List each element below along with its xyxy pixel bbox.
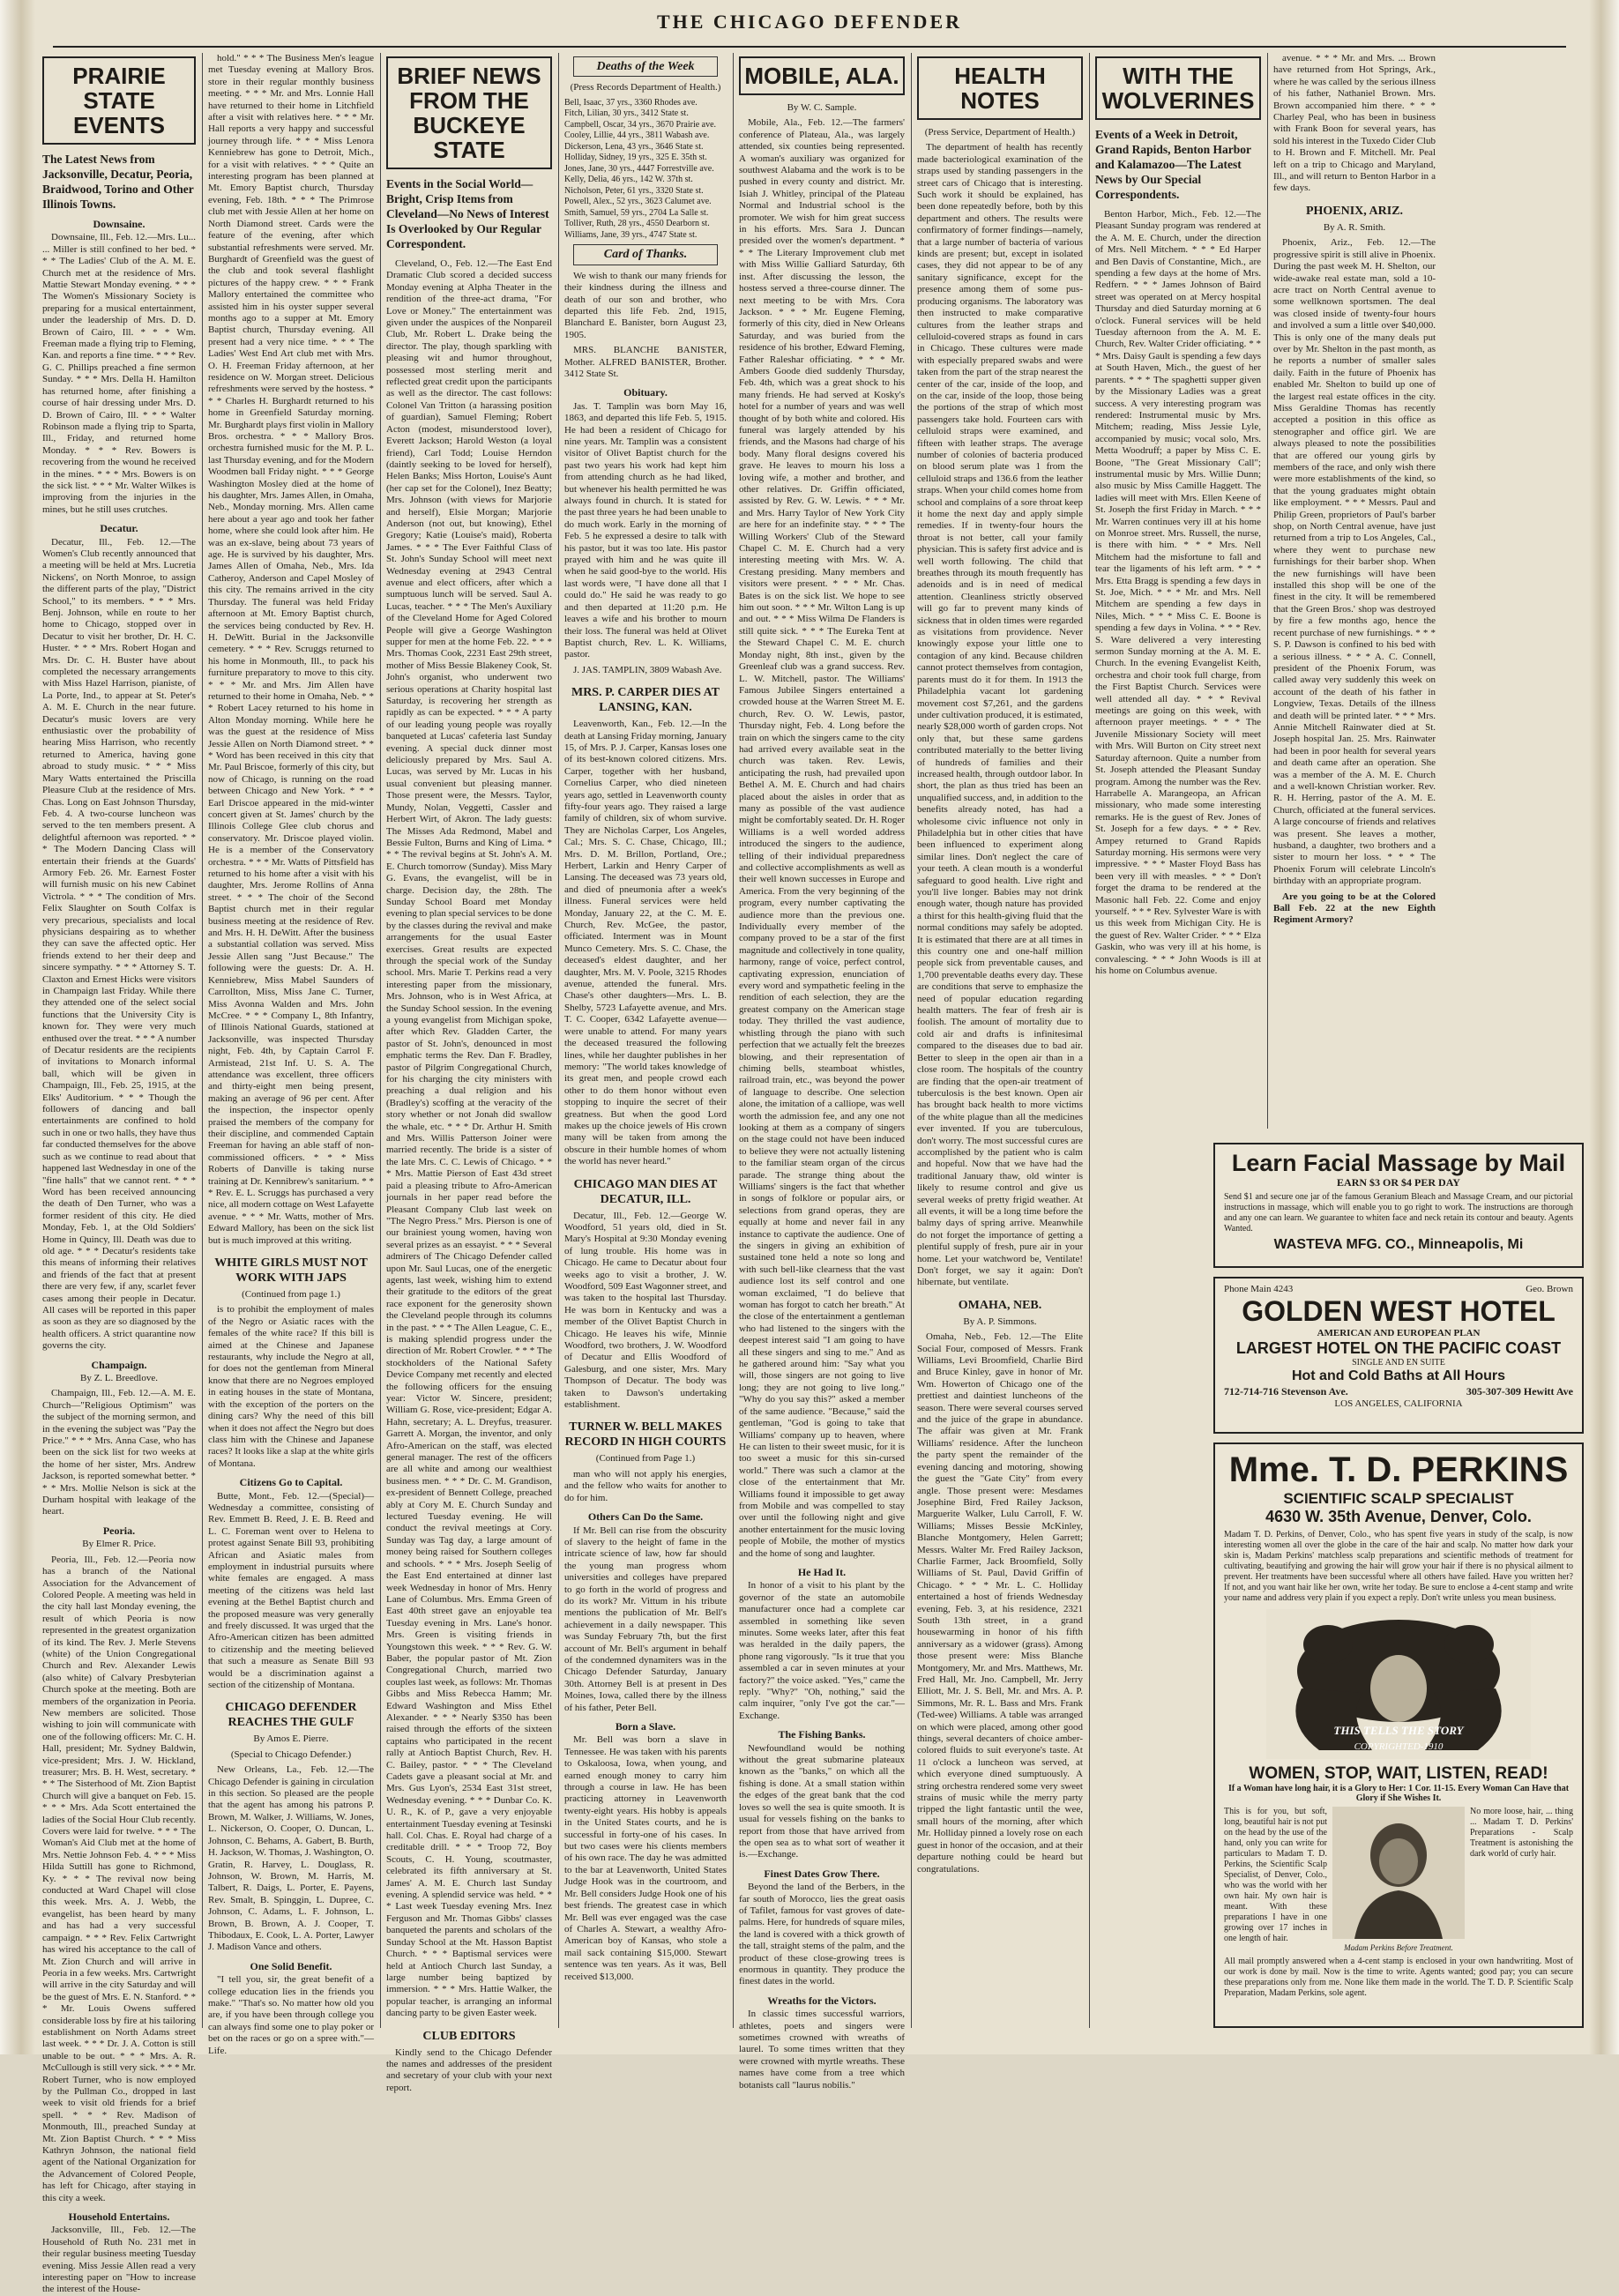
- article-text: Jacksonville, Ill., Feb. 12.—The Household of Ruth No. 231 met in their regular business meeting Tuesday evening. Miss Jessie Allen read a very interesting paper on "How to increase the interest of the House-: [42, 2225, 196, 2295]
- subhead-fishing: The Fishing Banks.: [778, 1728, 866, 1741]
- subhead-dates: Finest Dates Grow There.: [764, 1867, 880, 1880]
- dateline-downsaine: Downsaine.: [93, 218, 145, 230]
- ad-hotel-owner: Geo. Brown: [1526, 1284, 1573, 1294]
- dateline-peoria: Peoria.: [102, 1524, 136, 1537]
- ad-perkins-address: 4630 W. 35th Avenue, Denver, Colo.: [1265, 1508, 1532, 1525]
- headline-mobile: MOBILE, ALA.: [739, 56, 905, 95]
- article-text: Omaha, Neb., Feb. 12.—The Elite Social Four, composed of Messrs. Frank Williams, Levi Broomfield, Charlie Bird and Bruce Kinley, gave in honor of Mr. Wm. Howerton of Chicago one of the prettiest and daintiest luncheons of the season. There were several courses served and the juice of the grape in abundance. The affair was given at Mr. Frank Williams' residence. After the luncheon the party spent the remainder of the evening dancing and motoring, showing the guest the "Gate City" from every angle. Those present were: Mesdames Josephine Bird, Fred Railey Jackson, Marguerite Walker, Lulu Carroll, F. W. Williams; Misses Bessie McKinley, Blanche Montgomery, Helen Garrett; Messrs. Walter Mr. Fred Railey Jackson, Charlie Farmer, Jack Broomfield, Solly Williams of St. Paul, David Griffin of Chicago. * * * Mr. L. C. Holliday entertained a host of friends Wednesday evening, Feb. 3, at his residence, 2321 South 13th street, in a grand housewarming in honor of his fifth anniversary as a widower (grass). Among those present were: Miss Blanche Montgomery, Mr. and Mrs. Matthews, Mr. Fred Hall, Mr. Jno. Campbell, Mr. Jerry Elliott, Mr. J. S. Bell, Mr. and Mrs. A. P. Simmons, Mr. R. L. Bass and Mrs. Frank (Ted-wee) Williams. A table was arranged on which were placed, among other good things, several decanters of choice amber-colored fluids to suit everyone's taste. At 11 o'clock a luncheon was served, at which everyone dined sumptuously. A string orchestra rendered some very sweet strains of music while the merry party tripped the light fantastic until the wee, small hours of the morning, after which Mr. Holliday pinned a lovely rose on each guest in honor of the occasion, and at their departure nothing could be heard but congratulations.: [917, 1331, 1083, 1875]
- article-text: Champaign, Ill., Feb. 12.—A. M. E. Church—"Religious Optimism" was the subject of the morning sermon, and in the evening the subject was "Pay the Price." * * * Mrs. Anna Case, who has been on the sick list for two weeks at the home of her sister, Mrs. Andrew Jackson, is reported somewhat better. * * * Mrs. Mollie Nelson is sick at the Durham hospital with leakage of the heart.: [42, 1388, 196, 1517]
- ad-perkins-portrait-caption: Madam Perkins Before Treatment.: [1344, 1943, 1453, 1952]
- torn-left-edge: [0, 0, 35, 2054]
- ad-hotel-plan: AMERICAN AND EUROPEAN PLAN: [1317, 1328, 1481, 1338]
- column-jacksonville-cont: [203, 53, 379, 2056]
- death-entry: Nicholson, Peter, 61 yrs., 3320 State st.: [564, 185, 704, 196]
- headline-phoenix: PHOENIX, ARIZ.: [1305, 204, 1404, 218]
- ad-facial-company: WASTEVA MFG. CO., Minneapolis, Mi: [1273, 1237, 1524, 1252]
- death-entry: Williams, Jane, 39 yrs., 4747 State st.: [564, 229, 698, 240]
- death-entry: Jones, Jane, 30 yrs., 4447 Forrestville ave.: [564, 163, 714, 174]
- headline-club-editors: CLUB EDITORS: [422, 2029, 516, 2043]
- ad-facial-massage: [1213, 1143, 1584, 1268]
- deck-prairie-state: The Latest News from Jacksonville, Decatur, Peoria, Braidwood, Torino and Other Illinois Towns.: [42, 153, 194, 211]
- column-phoenix: [1268, 53, 1441, 1129]
- obituary-signature: J. JAS. TAMPLIN, 3809 Wabash Ave.: [573, 664, 722, 675]
- ad-hotel-addr2: 305-307-309 Hewitt Ave: [1466, 1385, 1573, 1398]
- death-entry: Cooley, Lillie, 44 yrs., 3811 Wabash ave.: [564, 130, 710, 141]
- article-text: Kindly send to the Chicago Defender the names and addresses of the president and secretary of your club with your next report.: [386, 2046, 552, 2093]
- continued-note: (Continued from page 1.): [242, 1289, 340, 1301]
- article-text: Phoenix, Ariz., Feb. 12.—The progressive spirit is still alive in Phoenix. During the past week M. H. Shelton, our wide-awake real estate man, sold a 10-acre tract on North Central avenue to some wellknown sportsmen. The deal was closed inside of twenty-four hours and involved a sum a little over $40,000. This is only one of the many deals put over by Mr. Shelton in the past month, as he reports a number of smaller sales daily. Faith in the future of Phoenix has enabled Mr. Shelton to build up one of the largest real estate offices in the city. Miss Geraldine Thomas has recently accepted a position in this office as stenographer and office girl. We are always pleased to note the possibilities that are offered our young girls by members of the race, and only wish there were more establishments of the kind, so that the young graduates might obtain like employment. * * * Messrs. Paul and Philip Green, proprietors of Paul's barber shop, on North Central avenue, have just returned from a trip to Los Angeles, Cal., where they went to purchase new furnishings for their barber shop. When the new furnishings will have been installed this shop will be one of the finest in the city. It will be remembered that the Green Bros.' shop was destroyed by fire a few months ago, hence the recent purchase of new furnishings. * * * S. P. Dawson is confined to his bed with a serious illness. * * * A. C. Connell, president of the Phoenix Forum, was called away very suddenly this week on account of the death of his father in Longview, Texas. Details of the illness and death will be printed later. * * * Mrs. Annie Mitchell Rainwater died at St. Joseph hospital Jan. 25. Mrs. Rainwater had been in poor health for several years and death came after an operation. She was a member of the A. M. E. Church and a well-known Christian worker. Rev. R. H. Herring, pastor of the A. M. E. Church, officiated at the funeral services. A large concourse of friends and relatives was present. She leaves a mother, husband, a daughter, two brothers and a sister to mourn her loss. * * * The Phoenix Forum will celebrate Lincoln's birthday with an appropriate program.: [1273, 237, 1436, 887]
- death-entry: Dickerson, Lena, 43 yrs., 3646 State st.: [564, 141, 704, 152]
- ball-teaser: Are you going to be at the Colored Ball Feb. 22 at the new Eighth Regiment Armory?: [1273, 891, 1436, 926]
- dateline-decatur: Decatur.: [100, 522, 138, 535]
- article-text: Benton Harbor, Mich., Feb. 12.—The Pleasant Sunday program was rendered at the A. M. E. Church, under the direction of Mrs. Nell Mitchem. * * * Ed Harper and Ben Davis of Constantine, Mich., are spending a few days at the home of Mrs. Redfern. * * * James Johnson of Baird street was operated on at Mercy hospital Thursday and died Saturday morning at 6 o'clock. Funeral services will be held Tuesday afternoon from the A. M. E. Church, Rev. Walter Crider officiating. * * * Mrs. Daisy Gault is spending a few days at South Haven, Mich., the guest of her parents. * * * The spaghetti supper given by the Missionary Ladies was a great success. A very interesting program was rendered: Instrumental music by Mrs. Mitchem; reading, Miss Jessie Lyle, accompanied by music; vocal solo, Mrs. Metta Woodruff; a paper by Miss C. E. Boone, "The Great Missionary Call"; instrumental music by Mrs. Willie Dunn; also music by Miss Camille Haggett. The ladies will meet with Mrs. Ellen Keene of St. Joseph the first Friday in March. * * * Mr. Warren continues very ill at his home on Monroe street. Mrs. Russell, the nurse, is there with him. * * * Mrs. Nell Mitchem had the misfortune to fall and tear the ligaments of his left arm. * * * Mrs. Etta Bragg is spending a few days in St. Joe, Mich. * * * Mr. and Mrs. Nell Mitchem are spending a few days in Niles, Mich. * * * Miss C. E. Boone is spending a few days in Volina. * * * Rev. S. Ware delivered a very interesting sermon Sunday morning at the A. M. E. Church. In the evening Evangelist Keith, orchestra and choir took full charge, from the First Baptist Church. Services were well attended all day. * * * Revival meetings are going on this week, with afternoon prayer meetings. * * * The Juvenile Missionary Society will meet with Mrs. Will Burton on City street next Saturday afternoon. Quite a number from St. Joseph attended the Pleasant Sunday program. Among the number was the Rev. Harrabelle A. Marangeopa, an African missionary, who made some interesting remarks. He is the guest of Rev. Jones of St. Joseph for a few days. * * * Rev. Ampey returned to Grand Rapids Saturday morning. His sermons were very impressive. * * * Master Floyd Bass has been very ill with measles. * * * Don't forget the drama to be rendered at the Masonic hall Feb. 22. Come and enjoy yourself. * * * Rev. Sylvester Ware is with us this week from Michigan City. He is the guest of Rev. Walter Crider. * * * Elza Gaskin, who was very ill at his home, is convalescing. * * * John Woods is ill at his home on Columbus avenue.: [1095, 209, 1261, 976]
- box-title-deaths: Deaths of the Week: [573, 56, 718, 77]
- ad-perkins-body: Madam T. D. Perkins, of Denver, Colo., who has spent five years in study of the scalp, is now interesting women all over the globe in the care of the hair and scalp. No matter how dark your skin is, Madam Perkins' matchless scalp preparations and scientific methods of treatment for cultivating, beautifying and growing the hair will grow your hair if there is no physical ailment to prevent. Her treatments have been successful where all others have failed. Have you written her? If not, and you want hair like her own, write her today. Be sure to enclose a 4-cent stamp and write your name and address very plain if you expect a reply. Don't write unless you mean business.: [1224, 1530, 1573, 1603]
- subhead-wreaths: Wreaths for the Victors.: [767, 1994, 877, 2007]
- byline: By Elmer R. Price.: [82, 1539, 156, 1550]
- byline: By Amos E. Pierre.: [253, 1733, 329, 1745]
- masthead: [53, 11, 1566, 48]
- death-entry: Smith, Samuel, 59 yrs., 2704 La Salle st.: [564, 207, 709, 218]
- column-wolverines: [1090, 53, 1266, 1129]
- ad-hotel-city: LOS ANGELES, CALIFORNIA: [1334, 1398, 1463, 1409]
- torn-right-edge: [1589, 0, 1619, 2054]
- box-title-card: Card of Thanks.: [573, 244, 718, 265]
- article-text: If Mr. Bell can rise from the obscurity of slavery to the height of fame in the intricate science of law, how far should the young man progress whom universities and colleges have prepared to go forth in the world of progress and do its work? Mr. Vittum in his tribute mentions the publication of Mr. Bell's achievement in a daily newspaper. This was Sunday February 7th, but the first account of Mr. Bell's argument in behalf of the condemned dynamiters was in the Chicago Defender Saturday, January 30th. Attorney Bell is at present in Des Moines, Iowa, called there by the illness of his father, Peter Bell.: [564, 1524, 727, 1713]
- ad-perkins-footer: All mail promptly answered when a 4-cent stamp is enclosed in your own handwriting. Most of our work is done by mail. Now is the time to write. Agents wanted; good pay; you can secure these preparations only from me. None like them made in the world. The T. D. P. Scientific Scalp Preparation, Madam Perkins, sole agent.: [1224, 1957, 1573, 1998]
- article-text: avenue. * * * Mr. and Mrs. ... Brown have returned from Hot Springs, Ark., where he was called by the serious illness of his father, Nathaniel Brown. Mrs. Brown accompanied him there. * * * Charley Peal, who has been in business with Frank Boon for several years, has sold his interest in the Tuxedo Cider Club to H. Brown and F. Mitchell. Mr. Peal left on a trip to Chicago and Maryland, Ill., and will return to Benton Harbor in a few days.: [1273, 53, 1436, 194]
- headline-omaha: OMAHA, NEB.: [958, 1298, 1042, 1312]
- article-text: Beyond the land of the Berbers, in the far south of Morocco, lies the great oasis of Tafilet, famous for vast groves of date-palms. Here, for hundreds of square miles, the land is covered with a thick growth of the tall, straight stems of the palm, and the product of these close-growing trees is enormous in quantity. They produce the finest dates in the world.: [739, 1882, 905, 1987]
- ad-perkins-columns: [1224, 1807, 1573, 1953]
- death-entry: Campbell, Oscar, 34 yrs., 3670 Prairie ave.: [564, 119, 717, 130]
- article-text: Mobile, Ala., Feb. 12.—The farmers' conference of Plateau, Ala., was largely attended, six counties being represented. A woman's auxiliary was organized for southwest Alabama and the work is to be pushed in every county and district. Mr. Isiah J. Whitley, principal of the Plateau Normal and Industrial school is the promoter. We wish for him great success in his efforts. Mrs. Sara J. Duncan presided over the women's department. * * * The Literary Improvement club met with Miss Willie Galliard Saturday, 6th inst. After discussing the lesson, the hostess served a three-course dinner. The next meeting to be with Mrs. Cora Jackson. * * * Mr. Eugene Fleming, formerly of this city, died in New Orleans Saturday, and was buried from the residence of his brother, Edward Fleming, Father Raleshar officiating. * * * Mr. Ambers Goode died suddenly Thursday, Feb. 4th, which was a great shock to his many friends. He had served at Kosky's hotel for a number of years and was well thought of by both white and colored. His funeral was largely attended by his friends, and the Masons had charge of his body. Many floral designs covered his grave. He leaves to mourn his loss a loving wife, a mother and brother, and other relatives. Dr. Griffin officiated, assisted by Rev. G. W. Lewis. * * * Mr. and Mrs. Harry Taylor of New York City are here for an indefinite stay. * * * The Willing Workers' Club of the Steward Chapel C. M. E. Church had a very interesting meeting with Mrs. W. A. Crestang presiding. Many members and visitors were present. * * * Mr. Chas. Bates is on the sick list. We hope to see him out soon. * * * Mr. Wilton Lang is up and out. * * * Miss Wilma De Flanders is still quite sick. * * * The Eureka Tent at the Steward Chapel C. M. E. church Monday night, 8th inst., given by the Greenleaf club was a grand success. Rev. L. W. Mitchell, pastor. The Williams' Famous Jubilee Singers entertained a crowded house at the Warren Street M. E. church, Rev. O. W. Lewis, pastor, Thursday night, Feb. 4. Long before the train on which the singers came to the city had arrived every available seat in the church was taken. Rev. Lewis, anticipating the rush, had prevailed upon Bethel A. M. E. Church and had chairs placed about the aisles in order that as many as possible of the vast audience might be comfortably seated. Dr. H. Roger Williams is a well worded address introduced the singers to the audience, telling of their individual preparedness and collective accomplishments as well as their well known successes in Europe and America. From the very beginning of the program, every number captivating the audience more than the previous one. Individually every member of the company proved to be a star of the first magnitude and collectively in tone quality, harmony, range of voice, perfect control, captivating expression, enunciation of every word and sympathetic feeling in the rendition of each selection, they are the greatest company on the American stage today. They thrilled the vast audience, whistling through the piano with such perfection that we actually felt the breezes blowing, and their representation of chiming bells, steamboat whistles, railroad train, etc., was beyond the power of language to describe. One selection alone, the imitation of a calliope, was well worth the admission fee, and any one not looking at them as a company of singers on the stage could not have been induced to believe they were not actually listening to the familiar steam organ of the circus parade. The strange thing about the Williams' singers is the fact that whether in songs of folklore or popular airs, or selections from grand operas, they are equally at home and never fail in any instance to captivate the audience. One of the singers in giving an exhibition of sustained tone held a note so long and with such bell-like clearness that the vast audience lost its self control and one woman exclaimed, "I do believe that woman has forgot to catch her breath." At the close of the entertainment a gentleman who had listened to the singers with the deepest interest said "I am going to have all these singers and sing to me." And as he gathered around him: "Say what you will, those singers are not going to live long; they are not going to live long." "Why do you say this?" asked a member of the same audience. "Because," said the gentleman, "God is going to take that Williams' company up to heaven, where He can listen to their sweet music, for it is too sweet a music for this sin-cursed world." There was such a clamor at the close of the entertainment that Mr. Williams found it impossible to get away from Mobile and was compelled to stay over until the following night and give another entertainment for the music loving people of Mobile, the mother of mystics and the home of song and laughter.: [739, 117, 905, 1559]
- ad-perkins-women: WOMEN, STOP, WAIT, LISTEN, READ!: [1249, 1764, 1548, 1783]
- article-text: Downsaine, Ill., Feb. 12.—Mrs. Lu... ... Miller is still confined to her bed. * * * The Ladies' Club of the A. M. E. Church met at the residence of Mrs. Mattie Stewart Monday evening. * * * The Women's Missionary Society is preparing for a musical entertainment, under the leadership of Mrs. D. D. Brown of Cairo, Ill. * * * Wm. Freeman made a flying trip to Fleming, Kan. and reports a fine time. * * * Rev. G. C. Phillips preached a fine sermon Sunday. * * * Mrs. Della H. Hamilton has returned home, after finishing a course of hair dressing under Mrs. D. D. Brown of Cairo, Ill. * * * Walter Robinson made a flying trip to Sparta, Ill., Friday, and returned home Monday. * * * Rev. Bowers is recovering from the wound he received in the mines. * * * Mrs. Bowers is on the sick list. * * * Mr. Walter Wilkes is improving from the injuries in the mines, but he still uses crutches.: [42, 232, 196, 515]
- article-text: The department of health has recently made bacteriological examination of the straps used by standing passengers in the street cars of Chicago that is interesting. Such work it should be explained, has been done repeatedly before, both by this department and others. The results were confirmatory of former findings—namely, that a large number of bacteria of various kinds are present; but, except in isolated cases, they did not appear to be of any sanitary significance, except for the presence among them of some pus-producing organisms. The laboratory was then instructed to make comparative cultures from the leather straps and celluloid-covered straps as found in cars in Chicago. These cultures were made with especially prepared swabs and were taken from the part of the strap nearest the center of the car, inside of the loop, and on the car, inside of the loop, those being the portions of the strap of which most passengers take hold. Fourteen cars with celluloid straps were examined, and fifteen with leather straps. The average number of colonies of bacteria produced on blood serum plate was 1 from the celluloid straps and 136.6 from the leather straps. When your child comes home from school and complains of a sore throat keep it home the next day and apply simple remedies. If in twenty-four hours the throat is not better, call your family physician. This is safety first advice and is well worth following. The child that breathes through its mouth frequently has adenoids and is in need of medical attention. Cleanliness strictly observed will go far to prevent many kinds of sickness that in olden times were regarded as visitations from providence. Never knowingly expose your little one to contagion of any kind. Because children cannot protect themselves from contagion, parents must do it for them. In 1913 the Philadelphia vacant lot gardening movement cost $7,261, and the gardens under cultivation produced, it is estimated, nearly $28,000 worth of garden crops. Not only that, but these same gardens contributed materially to the better living of hundreds of families and their increased health, through outdoor labor. In short, the plan as thus tried has been an unqualified success, and, in addition to the benefits already noted, has had a wholesome civic influence not only in Philadelphia but in other cities that have been influenced to experiment along similar lines. Don't neglect the care of your teeth. A clean mouth is a wonderful safeguard to good health. Live right and you'll live longer. Babies may not drink enough water, though nature has provided a thirst for this health-giving fluid that the normal conditions may safely be adopted. It is estimated that there are at all times in this country one and one-half million people sick from preventable causes, and 1,700 preventable deaths every day. These are conditions that serve to emphasize the need of popular education regarding health matters. The fear of fresh air is foolish. The amount of mortality due to cold air and drafts is infinitesimal compared to the diseases due to bad air. Better to sleep in the open air than in a close room. The hospitals of the country are finding that the open-air treatment of tuberculosis is the best known. Open air has brought back health to more victims of the white plague than all the medicines ever invented. If you are tuberculous, don't worry. The most successful cures are accomplished by the patient who is calm and hopeful. Now that we have had the traditional January thaw, old winter is likely to resume control and give us several weeks of pretty frigid weather. At all events, it will be a long time before the balmy days of spring arrive. Meanwhile do not forget the importance of getting a plentiful supply of fresh, pure air in your home. Let your watchword be, Ventilate! Don't forget, we say it again: Don't hibernate, but ventilate.: [917, 142, 1083, 1288]
- ad-hotel-addresses: [1224, 1385, 1573, 1398]
- headline-prairie-state: PRAIRIE STATE EVENTS: [42, 56, 196, 145]
- deck-wolverines: Events of a Week in Detroit, Grand Rapids, Benton Harbor and Kalamazoo—The Latest News by Our Special Correspondents.: [1095, 128, 1251, 201]
- headline-man-dies: CHICAGO MAN DIES AT DECATUR, ILL.: [573, 1177, 718, 1206]
- column-deaths: [559, 53, 732, 2028]
- headline-buckeye: BRIEF NEWS FROM THE BUCKEYE STATE: [386, 56, 552, 169]
- ad-perkins-left: This is for you, but soft, long, beautiful hair is not put on the head by the use of the hand, only you can write for particulars to Madam T. D. Perkins, the Scientific Scalp Specialist, of Denver, Colo., who was the world with her own hair. My own hair is meant. With these preparations I have in one growing over 17 inches in one length of hair.: [1224, 1807, 1327, 1943]
- ad-perkins-name: Mme. T. D. PERKINS: [1228, 1450, 1569, 1489]
- byline: By W. C. Sample.: [787, 102, 857, 113]
- subhead-benefit: One Solid Benefit.: [250, 1959, 332, 1972]
- card-signature: MRS. BLANCHE BANISTER, Mother. ALFRED BANISTER, Brother. 3412 State St.: [564, 345, 727, 379]
- article-text: Decatur, Ill., Feb. 12.—The Women's Club recently announced that a meeting will be held at Mrs. Lucretia Nickens', on North Monroe, to assign the different parts of the play, "District School," to its members. * * * Mrs. Benj. Johnson, while en route to her home to Chicago, stopped over in Decatur to visit her brother, Dr. H. C. Huster. * * * Mrs. Robert Hogan and Mrs. Dr. C. H. Buster have about completed the necessary arrangements with Miss Hazel Harrison, pianiste, of La Porte, Ind., to appear at St. Peter's A. M. E. Church in the near future. Decatur's music lovers are very enthusiastic over the probability of hearing Miss Harrison, who recently returned to America, having gone abroad to study music. * * * Miss Mary Watts entertained the Priscilla Pleasure Club at the residence of Mrs. Chas. Long on East Johnson Thursday, Feb. 4. A two-course luncheon was served to the ten members present. A delightful afternoon was reported. * * * The Modern Dancing Class will entertain their friends at the Guards' Armory Feb. 26. Mr. Earnest Foster will furnish music on his new Cabinet Victrola. * * * The condition of Mrs. Felix Slaughter on South Colfax is very precarious, specialists and local physicians despairing as to whether they can save the affected optic. Her friends extend to her their deep and sincere sympathy. * * * Attorney S. T. Claxton and Ernest Hicks were visitors in Champaign last Friday. While there they attended one of the select social functions that the University City is known for. They were very much enthused over the treat. * * * A number of Decatur residents are the recipients of invitations to Monarch informal ball, which will be given in Champaign, Ill., Feb. 25, 1915, at the Elks' Auditorium. * * * Though the followers of dancing and ball entertainments are confined to hold such in one or two halls, they have thus far conducted themselves for the above such as we continue to read about that happened last Wednesday in one of the "fine halls" that we cannot rent. * * * Word has been received announcing the death of Den Turner, who was a former resident of this city. He died Monday, Feb. 1, at the Old Soldiers' Home in Quincy, Ill. Death was due to old age. * * * Decatur's residents take this means of informing their relatives and friends of the fact that at present there are very few, if any, scarlet fever cases among their people in Decatur. All cases will be reported in this paper as soon as they are so diagnosed by the health officers. A strict quarantine now governs the city.: [42, 536, 196, 1352]
- ad-hotel-rooms: SINGLE AND EN SUITE: [1352, 1358, 1445, 1368]
- column-prairie-state: [37, 53, 201, 2295]
- ad-golden-west-hotel: [1213, 1277, 1584, 1434]
- death-entry: Kelly, Delia, 46 yrs., 142 W. 37th st.: [564, 175, 693, 185]
- ad-perkins-portrait: [1332, 1807, 1465, 1953]
- article-text: Butte, Mont., Feb. 12.—(Special)—Wednesday a committee, consisting of Rev. Emmett B. Reed, J. E. B. Reed and L. C. Foreman went over to Helena to protest against Senate Bill 93, prohibiting African and Asiatic males from employment in industrial pursuits where white females are engaged. A mass meeting of the citizens was held last evening at the Bethel Baptist church and the proposed measure was very generally and freely discussed. It was urged that the Afro-American citizen has been admitted to citizenship and the meeting believed that such a measure as Senate Bill 93 would be a discrimination against a section of the citizenship of Montana.: [208, 1490, 374, 1691]
- article-text: Leavenworth, Kan., Feb. 12.—In the death at Lansing Friday morning, January 15, of Mrs. P. J. Carper, Kansas loses one of its best-known colored citizens. Mrs. Carper, together with her husband, Cornelius Carper, who died nineteen years ago, settled in Leavenworth county fifty-four years ago. They raised a large family of children, six of whom survive. They are Nicholas Carper, Los Angeles, Cal.; Mrs. S. C. Chase, Chicago, Ill.; Mrs. D. M. Brillon, Portland, Ore.; Herbert, Larkin and Henry Carper of Lansing. The deceased was 73 years old, and died of pneumonia after a week's illness. Funeral services were held Monday, January 22, at the C. M. E. Church, Rev. McGee, the pastor, officiated. Interment was in Mount Munco Cemetery. Mrs. S. C. Chase, the deceased's eldest daughter, and her daughter, Mrs. M. V. Poole, 3215 Rhodes avenue, attended the funeral. Mrs. Chase's other daughters—Mrs. L. B. Shelby, 5723 Lafayette avenue, and Mrs. T. C. Cooper, 6342 Lafayette avenue—were unable to attend. For many years the deceased treasured the following lines, while her daughter publishes in her memory: "The world takes knowledge of its great men, and people crowd each other to do them honor without even stopping to inquire the secret of their greatness. But when the good Lord makes up the choice jewels of His crown many will be taken from among the obscure in their humble homes of whom the world has never heard.": [564, 719, 727, 1167]
- article-text: Cleveland, O., Feb. 12.—The East End Dramatic Club scored a decided success Monday evening at Alpha Theater in the rendition of the three-act drama, "For Love or Money." The entertainment was given under the auspices of the Nonpareil Club, Mr. Robert L. Drake being the director. The play, though sparkling with pleasing wit and humor throughout, possessed most sterling merit and reflected great credit upon the participants as well as the director. The cast follows: Colonel Van Tritton (a harassing position of guardian), Samuel Fleming; Robert Acton (modest, misunderstood lover), Everett Jackson; Harold Weston (a loyal friend), Carl Todd; Louise Herndon (daintly seeking to be loved for herself), Helen Banks; Miss Horton, Louise's Aunt (her cap set for the Colonel), Inez Beatty; Mrs. Johnson (with views for Marjorie and herself), Elsie Morgan; Marjorie Anderson (not out, but knowing), Ethel Gregory; Katie (Louise's maid), Roberta James. * * * The Ever Faithful Class of St. John's Sunday School will meet next Wednesday evening at 2943 Central avenue and elect officers, after which a sumptuous lunch will be served. Saul A. Lucas, teacher. * * * The Men's Auxiliary of the Cleveland Home for Aged Colored People will give a George Washington supper for men at the home Feb. 22. * * * Mrs. Thomas Cook, 2231 East 29th street, mother of Miss Bessie Blakeney Cook, St. John's organist, who underwent two serious operations at Charity hospital last Saturday, is recovering her strength as rapidly as can be expected. * * * A party of our leading young people was royally banqueted at Lucas' cafeteria last Sunday evening. A special duck dinner most deliciously prepared by Mrs. Saul A. Lucas, was served by Mr. Lucas in his usual convenient but pleasing manner. Those present were, the Messrs. Taylor, Mundy, Nolan, Veggetti, Cassler and Herbert Wirt, of Akron. The lady guests: The Misses Ada Redmond, Mabel and Bessie Fulton, Burns and King of Lima. * * * The revival begins at St. John's A. M. E. Church tomorrow (Sunday). Miss Mary G. Evans, the evangelist, will be in charge. Decision day, the 28th. The Sunday School Board met Monday evening to plan special services to be done by the classes during the revival and make arrangements for the usual Easter exercises. Great results are expected through the special work of the Sunday school. Mrs. Marie T. Perkins read a very interesting paper from the missionary, Mrs. Johnson, who is in West Africa, at the Sunday School session. In the evening a young evangelist from Michigan spoke, after which Rev. Gladden Carter, the pastor of St. John's, denounced in most emphatic terms the Rev. Dan F. Bradley, pastor of Pilgrim Congregational Church, for his charging the city ministers with preaching a dual religion and his (Bradley's) scoffing at the veracity of the story whether or not Jonah did swallow the whale, etc. * * * Dr. Arthur H. Smith and Mrs. Willis Patterson Joiner were married recently. The bride is a sister of the late Mrs. C. C. Lewis of Chicago. * * * Mrs. Mattie Pierson of East 43d street paid a pleasing tribute to Afro-American journals in her paper read before the Pleasant Company Club last week on "The Negro Press." Mrs. Pierson is one of our brainiest young women, having won several prizes as an essayist. * * * Several admirers of The Chicago Defender called upon Mr. Saul Lucas, one of the energetic agents, last week, wishing him to extend their gratitude to the editors of the great race exponent for the generosity shown the Cleveland people through its columns in the past. * * * The Allen League, C. E., is making splendid progress under the direction of Mr. Robert Crowler. * * * The stockholders of the National Safety Device Company met recently and elected the following officers for the ensuing year: Victor W. Sincere, president; William G. Rose, vice-president; Edgar A. Hahn, secretary; A. L. Dreyfus, treasurer. Garrett A. Morgan, the inventor, and only Afro-American on the staff, was elected general manager. The rest of the officers are all white and among our wealthiest business men. * * * Dr. C. M. Grandison, ex-president of Bennett College, preached ably at Cory M. E. Church Sunday and lectured Tuesday evening. He will conduct the revival meetings at Cory. Sunday was Tag day, a large amount of money being raised for Southern colleges and schools. * * * Mrs. Joseph Seelig of the East End entertained at dinner last week Wednesday in honor of Mrs. Henry Lane of Columbus. Mrs. Emma Green of East 40th street gave an enjoyable tea Tuesday evening in Mrs. Lane's honor. Mrs. Green is visiting friends in Youngstown this week. * * * Rev. G. W. Baber, the popular pastor of Mt. Zion Congregational Church, married two couples last week, as follows: Mr. Thomas Gibbs and Miss Rebecca Hamm; Mr. Edward Washington and Miss Ethel Alexander. * * * Nearly $350 has been raised through the efforts of the sixteen captains who participated in the recent rally at Antioch Baptist Church, Rev. H. C. Bailey, pastor. * * * The Cleveland Cadets gave a pleasant social at Mr. and Mrs. Gus Lyon's, 2534 East 31st street, Wednesday evening. * * * Dunbar Co. K. U. R., K. of P., gave a very enjoyable entertainment Tuesday evening at Tesinski hall. Col. Chas. E. Royal had charge of a creditable drill. * * * Troop 72, Boy Scouts, C. H. Young, scoutmaster, celebrated its fifth anniversary at St. James' A. M. E. Church last Sunday evening. A splendid service was held. * * * Last week Tuesday evening Mrs. Inez Ferguson and Mr. Thomas Gibbs' classes banqueted the parents and scholars of the Sunday School at the Mt. Hasson Baptist Church. * * * Baptismal services were held at Antioch Church last Sunday, a large number being baptized by immersion. * * * Mrs. Hattie Walker, the popular teacher, is arranging an informal dancing party to be given Easter week.: [386, 258, 552, 2019]
- headline-white-girls: WHITE GIRLS MUST NOT WORK WITH JAPS: [214, 1256, 368, 1286]
- article-text: man who will not apply his energies, and the fellow who waits for another to do for him.: [564, 1468, 727, 1503]
- ad-perkins-caption1: THIS TELLS THE STORY: [1333, 1724, 1464, 1737]
- ad-perkins-caption2: COPYRIGHTED-1910: [1354, 1741, 1444, 1752]
- ad-hotel-largest: LARGEST HOTEL ON THE PACIFIC COAST: [1235, 1339, 1562, 1357]
- subhead-capital: Citizens Go to Capital.: [239, 1476, 343, 1489]
- ad-facial-title: Learn Facial Massage by Mail: [1231, 1150, 1566, 1176]
- ad-hotel-baths: Hot and Cold Baths at All Hours: [1291, 1368, 1506, 1383]
- dateline-champaign: Champaign.: [91, 1358, 147, 1371]
- subhead-obituary: Obituary.: [623, 386, 668, 399]
- masthead-title: THE CHICAGO DEFENDER: [656, 11, 963, 33]
- article-text: Peoria, Ill., Feb. 12.—Peoria now has a branch of the National Association for the Advancement of Colored People. A meeting was held in the city hall last Monday evening, the result of which Peoria is now represented in the greatest organization of its kind. The Rev. J. Merle Stevens (white) of the Union Congregational Church and Rev. Alexander Lewis (also white) of Calvary Presbyterian Church spoke at the meeting. Both are members of the organization in Peoria. New members are solicited. Those wishing to join will communicate with one of the following officers: Mr. C. H. Hall, president; Mr. Sydney Baldwin, vice-president; Mrs. J. W. Hickland, treasurer; Mrs. B. H. West, secretary. * * * The Sisterhood of Mt. Zion Baptist Church will give a banquet on Feb. 15. * * * Mrs. Ada Scott entertained the ladies of the Social Hour Club recently. Covers were laid for twelve. * * * The Woman's Aid Club met at the home of Mrs. Nettie Johnson Feb. 4. * * * Miss Hilda Suttill has gone to Richmond, Ky. * * * The revival now being conducted at Ward Chapel will close this week. Mrs. A. J. Webb, the evangelist, has been heard by many and has had a very successful campaign. * * * Rev. Felix Cartwright has wired his acceptance to the call of Mt. Zion Church and will arrive in Peoria in a few weeks. Mrs. Cartwright will arrive in the city Saturday and will be the guest of Mrs. E. N. Stanford. * * * Mr. Louis Owens suffered considerable loss by fire at his tailoring establishment on North Adams street last week. * * * Dr. J. A. Cotton is still unable to be out. * * * Mrs. A. R. McCullough is still very sick. * * * Mr. Robert Turner, who is now employed by the Pullman Co., dropped in last week to visit old friends for a brief spell. * * * Rev. Madison of Monmouth, Ill., preached Sunday at Mt. Zion Baptist Church. * * * Miss Kathryn Johnson, the national field agent of the National Organization for the Advancement of Colored People, has left for Chicago, after staying in this city a week.: [42, 1554, 196, 2203]
- press-note: (Press Service, Department of Health.): [924, 127, 1076, 138]
- subhead-others: Others Can Do the Same.: [587, 1510, 704, 1524]
- death-entry: Powell, Alex., 52 yrs., 3623 Calumet ave.: [564, 197, 712, 207]
- ad-facial-earn: EARN $3 OR $4 PER DAY: [1337, 1176, 1460, 1189]
- portrait-icon: [1332, 1807, 1465, 1939]
- headline-health: HEALTH NOTES: [917, 56, 1083, 120]
- article-text: is to prohibit the employment of males of the Negro or Asiatic races with the females of the white race? If this bill is aimed at the Chinese and Japanese restaurants, why include the Negro at all, for does not the gentleman from Mineral know that there are no Negroes employed in eating houses in the state of Montana, with the exception of the porters on the dining cars? Why the need of this bill when it does not affect the Negro but does class him with the Chinese and Japanese races? It looks like a slap at the white girls of Montana.: [208, 1304, 374, 1469]
- headline-gulf: CHICAGO DEFENDER REACHES THE GULF: [225, 1701, 357, 1730]
- article-text: hold." * * * The Business Men's league met Tuesday evening at Mallory Bros. store in their regular monthly business meeting. * * * Mr. and Mrs. Lonnie Hall have returned to their home in Litchfield after a visit with relatives here. * * * Mr. Hall reports a very happy and successful journey through life. * * * Miss Lenora Kenniebrew has gone to Detroit, Mich., for a visit with relatives. * * * Quite an interesting program has been planned at Mt. Emory Baptist church, Thursday evening, Feb. 18th. * * * The Primrose club met with Jessie Allen at her home on North Diamond street. Cards were the feature of the evening, after which substantial refreshments were served. Mr. Burghardt of Greenfield was the guest of the club and took several flashlight pictures of the happy crew. * * * Frank Mallory entertained the committee who assisted him in his oyster supper several months ago to a supper at Mt. Emory Baptist church, Thursday evening. All present had a very nice time. * * * The Ladies' West End Art club met with Mrs. O. H. Freeman Friday afternoon, at her residence on W. Morgan street. Delicious refreshments were served by the hostess. * * * Charles H. Burghardt returned to his home in Greenfield Saturday morning. Mr. Burghardt plays first violin in Mallory Bros. orchestra. * * * Mallory Bros. orchestra furnished music for the M. P. L. last Thursday evening, and for the Modern Woodmen ball Friday night. * * * George Washington Mosley died at the home of his daughter, Mrs. James Allen, in Omaha, Neb., Monday morning. Mrs. Allen came here about a year ago and took her father home, where she could look after him. He was an ex-slave, being about 73 years of age. He is survived by his daughter, Mrs. James Allen of Omaha, Neb., Mrs. Ida Catheroy, Anderson and Capel Mosley of this city. The remains arrived in the city Thursday. The funeral was held Friday afternoon at Mt. Emory Baptist church, the services being conducted by Rev. H. H. DeWitt. Burial in the Jacksonville cemetery. * * * Rev. Scruggs returned to his home in Monmouth, Ill., to pack his furniture preparatory to move to this city. * * * Mr. and Mrs. Jim Allen have returned to their home in Omaha, Neb. * * * Robert Lacey returned to his home in Alton Monday morning. While here he was the guest at the residence of Miss Jessie Allen on North Diamond street. * * * Word has been received in this city that Mr. Paul Briscoe, formerly of this city, but now of Chicago, is running on the road between Chicago and New York. * * * Earl Driscoe appeared in the mid-winter concert given at St. James' church by the Illinois College Glee club chorus and conservatory. Mr. Driscoe played violin. He is a member of the Conservatory orchestra. * * * Mr. Watts of Pittsfield has returned to his home after a visit with his daughter, Mrs. Jerome Rollins of Anna street. * * * The choir of the Second Baptist church met in their regular business meeting at the residence of Rev. and Mrs. H. H. DeWitt. After the business a substantial collation was served. Miss Jessie Allen sang "Just Because." The following were the guests: Dr. A. H. Kenniebrew, Miss Mabel Saunders of Carrollton, Miss, Miss Jane C. Turner, Miss Avonna Walden and Mrs. John McCree. * * * Company L, 8th Infantry, of Illinois National Guards, stationed at Jacksonville, was inspected Thursday night, Feb. 4th, by Captain Carrol F. Armistead, 21st Inf. U. S. A. The attendance was excellent, three officers and thirty-eight men being present, making an average of 96 per cent. After the inspection, the inspector openly praised the members of the company for their discipline, and commended Captain Freeman for having an able staff of non-commissioned officers. * * * Miss Roberts of Danville is taking nurse training at Dr. Kennibrew's sanitarium. * * * Rev. E. L. Scruggs has purchased a very nice, all modern cottage on West Lafayette avenue. * * * Mr. Watts, mother of Mrs. Edward Mallory, has been on the sick list but is much improved at this writing.: [208, 53, 374, 1246]
- ad-perkins: [1213, 1442, 1584, 2028]
- article-text: Mr. Bell was born a slave in Tennessee. He was taken with his parents to Oskaloosa, Iowa, when young, and earned enough money to carry him through a course in law. He has been practicing attorney in Leavenworth twenty-eight years. His hobby is appeals in the United States courts, and he is successful in forty-one of his cases. In but two cases were his clients members of his own race. The day he was admitted to the bar at Leavenworth, United States Judge Hook was in the courtroom, and Mr. Bell considers Judge Hook one of his best friends. The greatest case in which Mr. Bell was ever engaged was the case of Charles A. Stewart, a wealthy Afro-American boy of Kansas, who stole a mail sack containing $15,000. Stewart sentence was ten years. As it was, Bell received $13,000.: [564, 1734, 727, 1982]
- headline-bell: TURNER W. BELL MAKES RECORD IN HIGH COURTS: [564, 1420, 727, 1450]
- byline: By A. R. Smith.: [1323, 221, 1386, 233]
- deaths-intro: (Press Records Department of Health.): [570, 82, 721, 93]
- ad-perkins-title: SCIENTIFIC SCALP SPECIALIST: [1283, 1490, 1514, 1507]
- ad-hotel-phone: Phone Main 4243: [1224, 1284, 1294, 1294]
- article-text: In honor of a visit to his plant by the governor of the state an automobile manufacturer once had a complete car assembled in something like seven minutes. Some weeks later, after this feat was heralded in the daily papers, the phone rang vigorously. "Is it true that you assembled a car in seven minutes at your factory?" the voice asked. "Yes," came the reply. "Why?" "Oh, nothing," said the calm inquirer, "only I've got the car."—Exchange.: [739, 1580, 905, 1721]
- subhead-household: Household Entertains.: [68, 2210, 170, 2224]
- death-entry: Fitch, Lilian, 30 yrs., 3412 State st.: [564, 108, 689, 119]
- headline-carper: MRS. P. CARPER DIES AT LANSING, KAN.: [571, 686, 720, 715]
- obituary-text: Jas. T. Tamplin was born May 16, 1863, and departed this life Feb. 5, 1915. He had been a resident of Chicago for nine years. Mr. Tamplin was a consistent visitor of Olivet Baptist church for the past two years his work had kept him from attending church as he had liked, but whenever his health permitted he was always found in church. It is stated for the past three years he had been unable to do much work. Early in the morning of Feb. 5 he expressed a desire to talk with his pastor, but it was too late. His pastor prayed with him and he was quite ill when he said good-bye to the world. His last words were, "I have done all that I could do." He said he was ready to go and then departed at 11:20 p.m. He leaves a wife and his brother to mourn their loss. The funeral was held at Olivet Baptist church, Rev. L. K. Williams, pastor.: [564, 400, 727, 660]
- subhead-he-had-it: He Had It.: [797, 1565, 847, 1578]
- article-text: "I tell you, sir, the great benefit of a college education lies in the friends you make." "That's so. No matter how old you are, if you have been through college you can always find some one to play poker or bet on the races or go on a spree with."—Life.: [208, 1974, 374, 2056]
- ad-facial-body: Send $1 and secure one jar of the famous Geranium Bleach and Massage Cream, and our pictorial instructions in massage, which will enable you to go right to work. The instructions are thorough and any one can learn. We guarantee to whiten face and neck retain its contour and beauty. Agents Wanted.: [1224, 1192, 1573, 1234]
- ad-perkins-right: No more loose, hair, ... thing ... Madam T. D. Perkins' Preparations - Scalp Treatment is astonishing the dark world of curly hair.: [1470, 1807, 1573, 1859]
- deck-buckeye: Events in the Social World—Bright, Crisp Items from Cleveland—No News of Interest Is Overlooked by Our Regular Correspondent.: [386, 177, 549, 250]
- column-mobile: [734, 53, 910, 2091]
- byline: By A. P. Simmons.: [963, 1316, 1037, 1327]
- card-text: We wish to thank our many friends for their kindness during the illness and death of our son and brother, who departed this life Feb. 2nd, 1915, Blanchard E. Banister, born August 23, 1905.: [564, 270, 727, 340]
- article-text: New Orleans, La., Feb. 12.—The Chicago Defender is gaining in circulation in this section. So pleased are the people that the agent has among his patrons P. Brown, M. Walker, J. Williams, W. Jones, L. Nickerson, O. Cooper, O. Duncan, L. Johnson, C. Behams, A. Gabert, B. Burth, H. Jackson, W. Thomas, J. Washington, O. Gratin, R. Harvey, L. Douglass, R. Johnson, W. Brown, M. Harris, M. Talbert, R. Daigs, L. Porter, E. Payens, Rev. Smalt, B. Spinggin, L. Dupree, C. Johnson, C. Adams, L. F. Johnson, L. Brown, B. Brown, A. J. Cooper, T. Thibodaux, E. Cook, L. A. Porter, Lawyer J. Madison Vance and others.: [208, 1764, 374, 1953]
- ad-perkins-scripture: If a Woman have long hair, it is a Glory to Her: 1 Cor. 11-15. Every Woman Can Have that Glory if She Wishes It.: [1227, 1784, 1570, 1803]
- death-entry: Holliday, Sidney, 19 yrs., 325 E. 35th st.: [564, 153, 707, 163]
- death-entry: Bell, Isaac, 37 yrs., 3360 Rhodes ave.: [564, 97, 698, 108]
- death-entry: Tolliver, Ruth, 28 yrs., 4550 Dearborn st.: [564, 219, 710, 229]
- ad-hotel-topline: [1224, 1284, 1573, 1294]
- byline: By Z. L. Breedlove.: [80, 1373, 158, 1383]
- ad-perkins-hair-photo: [1266, 1609, 1531, 1759]
- headline-wolverines: WITH THE WOLVERINES: [1095, 56, 1261, 120]
- column-buckeye: [381, 53, 557, 2093]
- column-health: [912, 53, 1088, 2028]
- ad-hotel-name: GOLDEN WEST HOTEL: [1242, 1295, 1556, 1327]
- subhead-slave: Born a Slave.: [615, 1720, 676, 1733]
- deaths-list: [564, 98, 727, 242]
- special-note: (Special to Chicago Defender.): [230, 1748, 352, 1760]
- ad-hotel-addr1: 712-714-716 Stevenson Ave.: [1224, 1385, 1348, 1398]
- article-text: Decatur, Ill., Feb. 12.—George W. Woodford, 51 years old, died in St. Mary's Hospital at 9:30 Monday evening of lung trouble. His home was in Chicago. He came to Decatur about four weeks ago to visit a brother, J. W. Woodford, 509 East Wagonner street, and was taken to the hospital last Thursday. He was born in Kentucky and was a member of the Olivet Baptist Church in Chicago. He leaves his wife, Minnie Woodford, two brothers, J. W. Woodford of Decatur and Ellis Woodford of Galesburg, and one sister, Mrs. Mary Thompson of Decatur. The body was taken to Dawson's undertaking establishment.: [564, 1210, 727, 1411]
- article-text: In classic times successful warriors, athletes, poets and singers were sometimes crowned with wreaths of laurel. To some times written that they were crowned with myrtle wreaths. These names have come from a tree which botanists call "laurus nobilis.": [739, 2009, 905, 2091]
- article-text: Newfoundland would be nothing without the great submarine plateaux known as the "banks," on which all the fishing is done. At a small station within the edges of the great bank that the cod loves so well the sea is quite smooth. It is usual for vessels fishing on the banks to report from those that have arrived from the open sea as to what sort of weather it is.—Exchange.: [739, 1742, 905, 1860]
- continued-note: (Continued from Page 1.): [595, 1453, 696, 1465]
